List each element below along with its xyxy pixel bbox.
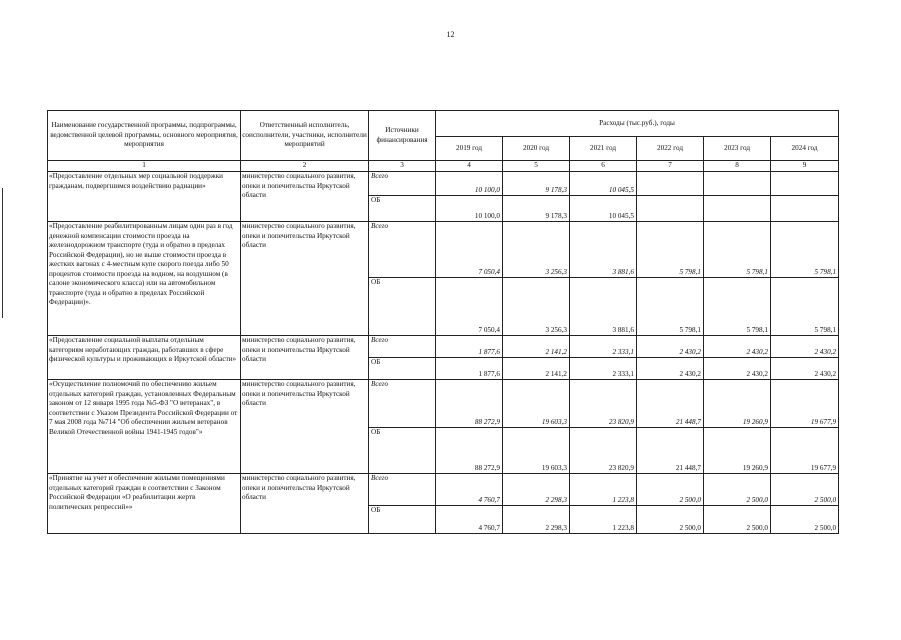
executor: министерство социального развития, опеки и попечительства Иркутской области	[241, 474, 369, 534]
fb-value	[704, 196, 771, 222]
total-value: 5 798,1	[771, 222, 839, 278]
column-number: 6	[570, 161, 637, 172]
total-value	[637, 172, 704, 196]
fb-value: 5 798,1	[637, 278, 704, 336]
fb-value: 2 333,1	[570, 358, 637, 380]
table-row	[48, 474, 839, 506]
total-value: 19 677,9	[771, 380, 839, 428]
source-fb-label: ОБ	[369, 428, 436, 474]
total-value: 2 430,2	[637, 336, 704, 358]
executor: министерство социального развития, опеки и попечительства Иркутской области	[241, 172, 369, 222]
executor: министерство социального развития, опеки и попечительства Иркутской области	[241, 336, 369, 380]
fb-value: 2 298,3	[503, 506, 570, 534]
fb-value: 2 500,0	[637, 506, 704, 534]
fb-value: 3 256,3	[503, 278, 570, 336]
executor: министерство социального развития, опеки и попечительства Иркутской области	[241, 380, 369, 474]
fb-value: 2 500,0	[704, 506, 771, 534]
total-value: 23 820,9	[570, 380, 637, 428]
fb-value	[637, 196, 704, 222]
total-value: 10 100,0	[436, 172, 503, 196]
source-total-label: Всего	[369, 380, 436, 428]
total-value: 21 448,7	[637, 380, 704, 428]
source-total-label: Всего	[369, 474, 436, 506]
total-value: 2 430,2	[704, 336, 771, 358]
fb-value: 19 677,9	[771, 428, 839, 474]
fb-value: 2 430,2	[771, 358, 839, 380]
total-value: 2 500,0	[637, 474, 704, 506]
total-value: 88 272,9	[436, 380, 503, 428]
total-value: 3 256,3	[503, 222, 570, 278]
page-number: 12	[446, 30, 455, 39]
total-value: 2 298,3	[503, 474, 570, 506]
column-number: 5	[503, 161, 570, 172]
header-source: Источники финансирования	[369, 111, 436, 161]
total-value: 1 877,6	[436, 336, 503, 358]
fb-value: 1 877,6	[436, 358, 503, 380]
source-fb-label: ОБ	[369, 506, 436, 534]
total-value	[704, 172, 771, 196]
column-number: 1	[48, 161, 241, 172]
fb-value: 19 260,9	[704, 428, 771, 474]
fb-value: 2 141,2	[503, 358, 570, 380]
fb-value: 9 178,3	[503, 196, 570, 222]
measure-name: «Принятие на учет и обеспечение жилыми помещениями отдельных категорий граждан в соответствии с Законом Российской Федерации «О реабилитации жертв политических репрессий»»	[48, 474, 241, 534]
fb-value: 21 448,7	[637, 428, 704, 474]
measure-name: «Осуществление полномочий по обеспечению жильем отдельных категорий граждан, установленных Федеральным законом от 12 января 1995 года №5-ФЗ "О ветеранах", в соответствии с Указом Президента Российской Федерации от 7 мая 2008 года №714 "Об обеспечении жильем ветеранов Великой Отечественной войны 1941-1945 годов"»	[48, 380, 241, 474]
fb-value: 1 223,8	[570, 506, 637, 534]
fb-value: 2 430,2	[637, 358, 704, 380]
margin-rule	[2, 188, 3, 318]
total-value: 9 178,3	[503, 172, 570, 196]
measure-name: «Предоставление социальной выплаты отдельным категориям неработающих граждан, работавших в сфере физической культуры и проживающих в Иркутской области»	[48, 336, 241, 380]
fb-value: 5 798,1	[771, 278, 839, 336]
table-row	[48, 172, 839, 196]
header-name: Наименование государственной программы, подпрограммы, ведомственной целевой программы, основного мероприятия, мероприятия	[48, 111, 241, 161]
table-row	[48, 380, 839, 428]
fb-value: 7 050,4	[436, 278, 503, 336]
source-fb-label: ОБ	[369, 278, 436, 336]
header-year: 2020 год	[503, 137, 570, 161]
fb-value: 2 430,2	[704, 358, 771, 380]
total-value: 19 260,9	[704, 380, 771, 428]
table-row	[48, 222, 839, 278]
total-value: 5 798,1	[637, 222, 704, 278]
total-value: 3 881,6	[570, 222, 637, 278]
column-number: 7	[637, 161, 704, 172]
source-total-label: Всего	[369, 172, 436, 196]
total-value: 2 500,0	[771, 474, 839, 506]
total-value	[771, 172, 839, 196]
fb-value: 5 798,1	[704, 278, 771, 336]
fb-value: 23 820,9	[570, 428, 637, 474]
fb-value: 2 500,0	[771, 506, 839, 534]
executor: министерство социального развития, опеки и попечительства Иркутской области	[241, 222, 369, 336]
fb-value	[771, 196, 839, 222]
source-fb-label: ОБ	[369, 358, 436, 380]
column-number: 4	[436, 161, 503, 172]
total-value: 10 045,5	[570, 172, 637, 196]
column-number: 9	[771, 161, 839, 172]
column-number: 8	[704, 161, 771, 172]
expenses-table	[47, 110, 839, 534]
header-year: 2024 год	[771, 137, 839, 161]
total-value: 5 798,1	[704, 222, 771, 278]
total-value: 4 760,7	[436, 474, 503, 506]
table-row	[48, 336, 839, 358]
measure-name: «Предоставление отдельных мер социальной поддержки гражданам, подвергшимся воздействию радиации»	[48, 172, 241, 222]
header-executor: Ответственный исполнитель, соисполнители, участники, исполнители мероприятий	[241, 111, 369, 161]
header-year: 2021 год	[570, 137, 637, 161]
source-fb-label: ОБ	[369, 196, 436, 222]
total-value: 2 500,0	[704, 474, 771, 506]
fb-value: 3 881,6	[570, 278, 637, 336]
total-value: 19 603,3	[503, 380, 570, 428]
total-value: 7 050,4	[436, 222, 503, 278]
fb-value: 4 760,7	[436, 506, 503, 534]
total-value: 2 430,2	[771, 336, 839, 358]
total-value: 2 141,2	[503, 336, 570, 358]
column-number: 3	[369, 161, 436, 172]
header-year: 2022 год	[637, 137, 704, 161]
fb-value: 19 603,3	[503, 428, 570, 474]
total-value: 2 333,1	[570, 336, 637, 358]
measure-name: «Предоставление реабилитированным лицам один раз в год денежной компенсации стоимости проезда на железнодорожном транспорте (туда и обратно в пределах Российской Федерации), но не выше стоимости проезда в жестких вагонах с 4-местным купе скорого поезда либо 50 процентов стоимости проезда на водном, на воздушном (в салоне экономического класса) или на автомобильном транспорте (туда и обратно в пределах Российской Федерации)».	[48, 222, 241, 336]
header-year: 2019 год	[436, 137, 503, 161]
fb-value: 88 272,9	[436, 428, 503, 474]
source-total-label: Всего	[369, 336, 436, 358]
source-total-label: Всего	[369, 222, 436, 278]
header-expenses: Расходы (тыс.руб.), годы	[436, 111, 839, 137]
fb-value: 10 045,5	[570, 196, 637, 222]
column-number-row	[48, 161, 839, 172]
header-year: 2023 год	[704, 137, 771, 161]
total-value: 1 223,8	[570, 474, 637, 506]
fb-value: 10 100,0	[436, 196, 503, 222]
column-number: 2	[241, 161, 369, 172]
